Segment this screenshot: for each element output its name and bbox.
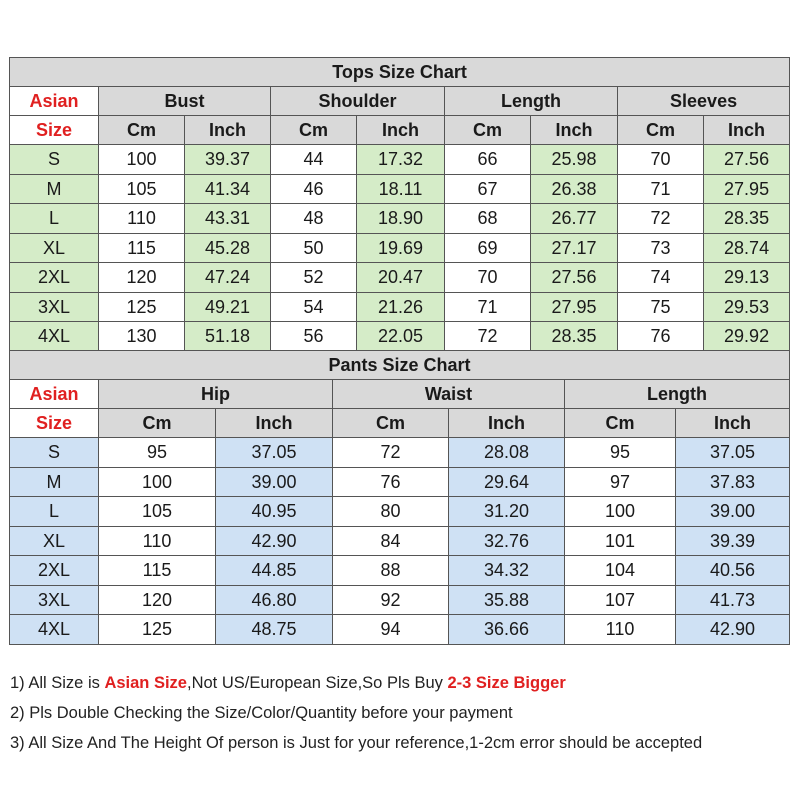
tops-size-cell: 4XL bbox=[10, 322, 99, 352]
pants-inch-cell: 44.85 bbox=[216, 556, 333, 586]
tops-inch-cell: 26.38 bbox=[531, 174, 618, 204]
tops-cm-cell: 46 bbox=[271, 174, 357, 204]
pants-cm-cell: 105 bbox=[99, 497, 216, 527]
tops-cm-cell: 66 bbox=[445, 145, 531, 175]
tops-cm-cell: 105 bbox=[99, 174, 185, 204]
tops-inch-cell: 25.98 bbox=[531, 145, 618, 175]
tops-size-label-asian: Asian bbox=[10, 87, 99, 116]
pants-inch-cell: 40.56 bbox=[676, 556, 790, 586]
tops-unit-cm: Cm bbox=[99, 116, 185, 145]
pants-size-table bbox=[9, 350, 790, 645]
tops-cm-cell: 54 bbox=[271, 292, 357, 322]
note-2: 2) Pls Double Checking the Size/Color/Quantity before your payment bbox=[10, 704, 513, 722]
tops-group-shoulder: Shoulder bbox=[271, 87, 445, 116]
tops-inch-cell: 18.11 bbox=[357, 174, 445, 204]
pants-cm-cell: 95 bbox=[565, 438, 676, 468]
pants-cm-cell: 80 bbox=[333, 497, 449, 527]
pants-cm-cell: 104 bbox=[565, 556, 676, 586]
tops-inch-cell: 26.77 bbox=[531, 204, 618, 234]
pants-cm-cell: 110 bbox=[99, 526, 216, 556]
note-1 bbox=[10, 668, 795, 698]
tops-cm-cell: 73 bbox=[618, 233, 704, 263]
pants-cm-cell: 110 bbox=[565, 615, 676, 645]
note-1-prefix: 1) All Size is bbox=[10, 674, 105, 692]
pants-size-cell: 3XL bbox=[10, 585, 99, 615]
tops-unit-inch: Inch bbox=[357, 116, 445, 145]
tops-cm-cell: 70 bbox=[445, 263, 531, 293]
pants-size-cell: XL bbox=[10, 526, 99, 556]
tops-inch-cell: 27.17 bbox=[531, 233, 618, 263]
pants-group-waist: Waist bbox=[333, 380, 565, 409]
pants-inch-cell: 32.76 bbox=[449, 526, 565, 556]
tops-inch-cell: 29.53 bbox=[704, 292, 790, 322]
tops-table-row bbox=[10, 322, 790, 352]
pants-size-cell: S bbox=[10, 438, 99, 468]
pants-inch-cell: 42.90 bbox=[676, 615, 790, 645]
pants-size-label-asian: Asian bbox=[10, 380, 99, 409]
tops-table-row bbox=[10, 292, 790, 322]
tops-table-row bbox=[10, 233, 790, 263]
pants-cm-cell: 88 bbox=[333, 556, 449, 586]
tops-table-row bbox=[10, 174, 790, 204]
pants-inch-cell: 48.75 bbox=[216, 615, 333, 645]
tops-inch-cell: 47.24 bbox=[185, 263, 271, 293]
pants-size-cell: M bbox=[10, 467, 99, 497]
pants-inch-cell: 37.05 bbox=[216, 438, 333, 468]
tops-size-cell: M bbox=[10, 174, 99, 204]
tops-cm-cell: 125 bbox=[99, 292, 185, 322]
pants-unit-inch: Inch bbox=[676, 409, 790, 438]
tops-table-row bbox=[10, 145, 790, 175]
pants-inch-cell: 40.95 bbox=[216, 497, 333, 527]
tops-inch-cell: 28.74 bbox=[704, 233, 790, 263]
notes-section bbox=[10, 668, 795, 758]
tops-cm-cell: 115 bbox=[99, 233, 185, 263]
tops-inch-cell: 43.31 bbox=[185, 204, 271, 234]
tops-inch-cell: 39.37 bbox=[185, 145, 271, 175]
pants-group-length: Length bbox=[565, 380, 790, 409]
pants-inch-cell: 34.32 bbox=[449, 556, 565, 586]
tops-inch-cell: 49.21 bbox=[185, 292, 271, 322]
tops-group-length: Length bbox=[445, 87, 618, 116]
pants-table-row bbox=[10, 556, 790, 586]
tops-inch-cell: 28.35 bbox=[704, 204, 790, 234]
tops-cm-cell: 74 bbox=[618, 263, 704, 293]
pants-inch-cell: 31.20 bbox=[449, 497, 565, 527]
pants-unit-inch: Inch bbox=[449, 409, 565, 438]
tops-inch-cell: 22.05 bbox=[357, 322, 445, 352]
tops-cm-cell: 67 bbox=[445, 174, 531, 204]
tops-inch-cell: 51.18 bbox=[185, 322, 271, 352]
pants-cm-cell: 92 bbox=[333, 585, 449, 615]
pants-cm-cell: 115 bbox=[99, 556, 216, 586]
tops-inch-cell: 17.32 bbox=[357, 145, 445, 175]
tops-cm-cell: 100 bbox=[99, 145, 185, 175]
tops-inch-cell: 19.69 bbox=[357, 233, 445, 263]
pants-unit-cm: Cm bbox=[99, 409, 216, 438]
tops-inch-cell: 21.26 bbox=[357, 292, 445, 322]
pants-cm-cell: 72 bbox=[333, 438, 449, 468]
pants-cm-cell: 100 bbox=[565, 497, 676, 527]
tops-inch-cell: 29.92 bbox=[704, 322, 790, 352]
pants-inch-cell: 41.73 bbox=[676, 585, 790, 615]
pants-size-cell: 4XL bbox=[10, 615, 99, 645]
pants-inch-cell: 37.83 bbox=[676, 467, 790, 497]
tops-cm-cell: 120 bbox=[99, 263, 185, 293]
pants-inch-cell: 42.90 bbox=[216, 526, 333, 556]
pants-rows bbox=[10, 438, 790, 645]
tops-table-row bbox=[10, 204, 790, 234]
pants-cm-cell: 100 bbox=[99, 467, 216, 497]
pants-unit-inch: Inch bbox=[216, 409, 333, 438]
pants-size-cell: 2XL bbox=[10, 556, 99, 586]
tops-cm-cell: 72 bbox=[445, 322, 531, 352]
pants-inch-cell: 39.00 bbox=[216, 467, 333, 497]
pants-table-row bbox=[10, 438, 790, 468]
tops-inch-cell: 41.34 bbox=[185, 174, 271, 204]
pants-cm-cell: 95 bbox=[99, 438, 216, 468]
tops-cm-cell: 48 bbox=[271, 204, 357, 234]
tops-cm-cell: 72 bbox=[618, 204, 704, 234]
tops-cm-cell: 52 bbox=[271, 263, 357, 293]
pants-size-label-size: Size bbox=[10, 409, 99, 438]
tops-inch-cell: 28.35 bbox=[531, 322, 618, 352]
tops-unit-inch: Inch bbox=[185, 116, 271, 145]
tops-cm-cell: 50 bbox=[271, 233, 357, 263]
tops-table-row bbox=[10, 263, 790, 293]
tops-unit-cm: Cm bbox=[445, 116, 531, 145]
pants-inch-cell: 35.88 bbox=[449, 585, 565, 615]
pants-table-row bbox=[10, 585, 790, 615]
pants-cm-cell: 101 bbox=[565, 526, 676, 556]
tops-size-cell: L bbox=[10, 204, 99, 234]
tops-size-table bbox=[9, 57, 790, 352]
pants-table-row bbox=[10, 497, 790, 527]
tops-size-cell: XL bbox=[10, 233, 99, 263]
pants-group-hip: Hip bbox=[99, 380, 333, 409]
pants-table-row bbox=[10, 526, 790, 556]
note-1-asian-size: Asian Size bbox=[104, 674, 187, 692]
tops-size-cell: 2XL bbox=[10, 263, 99, 293]
pants-inch-cell: 29.64 bbox=[449, 467, 565, 497]
tops-cm-cell: 76 bbox=[618, 322, 704, 352]
pants-size-cell: L bbox=[10, 497, 99, 527]
tops-size-cell: 3XL bbox=[10, 292, 99, 322]
tops-inch-cell: 18.90 bbox=[357, 204, 445, 234]
tops-cm-cell: 44 bbox=[271, 145, 357, 175]
tops-inch-cell: 27.56 bbox=[531, 263, 618, 293]
tops-inch-cell: 29.13 bbox=[704, 263, 790, 293]
note-1-size-bigger: 2-3 Size Bigger bbox=[447, 674, 566, 692]
size-chart-container bbox=[9, 57, 789, 645]
pants-inch-cell: 39.39 bbox=[676, 526, 790, 556]
tops-cm-cell: 56 bbox=[271, 322, 357, 352]
pants-inch-cell: 39.00 bbox=[676, 497, 790, 527]
tops-cm-cell: 69 bbox=[445, 233, 531, 263]
pants-table-row bbox=[10, 467, 790, 497]
tops-size-cell: S bbox=[10, 145, 99, 175]
tops-group-sleeves: Sleeves bbox=[618, 87, 790, 116]
tops-group-bust: Bust bbox=[99, 87, 271, 116]
pants-cm-cell: 94 bbox=[333, 615, 449, 645]
tops-cm-cell: 71 bbox=[618, 174, 704, 204]
pants-cm-cell: 76 bbox=[333, 467, 449, 497]
tops-rows bbox=[10, 145, 790, 352]
note-1-middle: ,Not US/European Size,So Pls Buy bbox=[187, 674, 448, 692]
tops-cm-cell: 110 bbox=[99, 204, 185, 234]
pants-unit-cm: Cm bbox=[333, 409, 449, 438]
pants-title: Pants Size Chart bbox=[10, 351, 790, 380]
tops-inch-cell: 45.28 bbox=[185, 233, 271, 263]
tops-title: Tops Size Chart bbox=[10, 58, 790, 87]
pants-cm-cell: 97 bbox=[565, 467, 676, 497]
tops-inch-cell: 27.56 bbox=[704, 145, 790, 175]
tops-cm-cell: 70 bbox=[618, 145, 704, 175]
tops-inch-cell: 20.47 bbox=[357, 263, 445, 293]
tops-unit-cm: Cm bbox=[618, 116, 704, 145]
pants-cm-cell: 120 bbox=[99, 585, 216, 615]
tops-cm-cell: 68 bbox=[445, 204, 531, 234]
tops-inch-cell: 27.95 bbox=[531, 292, 618, 322]
pants-inch-cell: 37.05 bbox=[676, 438, 790, 468]
pants-inch-cell: 46.80 bbox=[216, 585, 333, 615]
pants-cm-cell: 125 bbox=[99, 615, 216, 645]
pants-table-row bbox=[10, 615, 790, 645]
tops-cm-cell: 71 bbox=[445, 292, 531, 322]
tops-size-label-size: Size bbox=[10, 116, 99, 145]
tops-unit-inch: Inch bbox=[704, 116, 790, 145]
tops-unit-cm: Cm bbox=[271, 116, 357, 145]
tops-inch-cell: 27.95 bbox=[704, 174, 790, 204]
pants-inch-cell: 28.08 bbox=[449, 438, 565, 468]
pants-cm-cell: 84 bbox=[333, 526, 449, 556]
tops-unit-inch: Inch bbox=[531, 116, 618, 145]
tops-cm-cell: 75 bbox=[618, 292, 704, 322]
pants-cm-cell: 107 bbox=[565, 585, 676, 615]
pants-unit-cm: Cm bbox=[565, 409, 676, 438]
pants-inch-cell: 36.66 bbox=[449, 615, 565, 645]
tops-cm-cell: 130 bbox=[99, 322, 185, 352]
note-3: 3) All Size And The Height Of person is Just for your reference,1-2cm error should be accepted bbox=[10, 734, 703, 752]
